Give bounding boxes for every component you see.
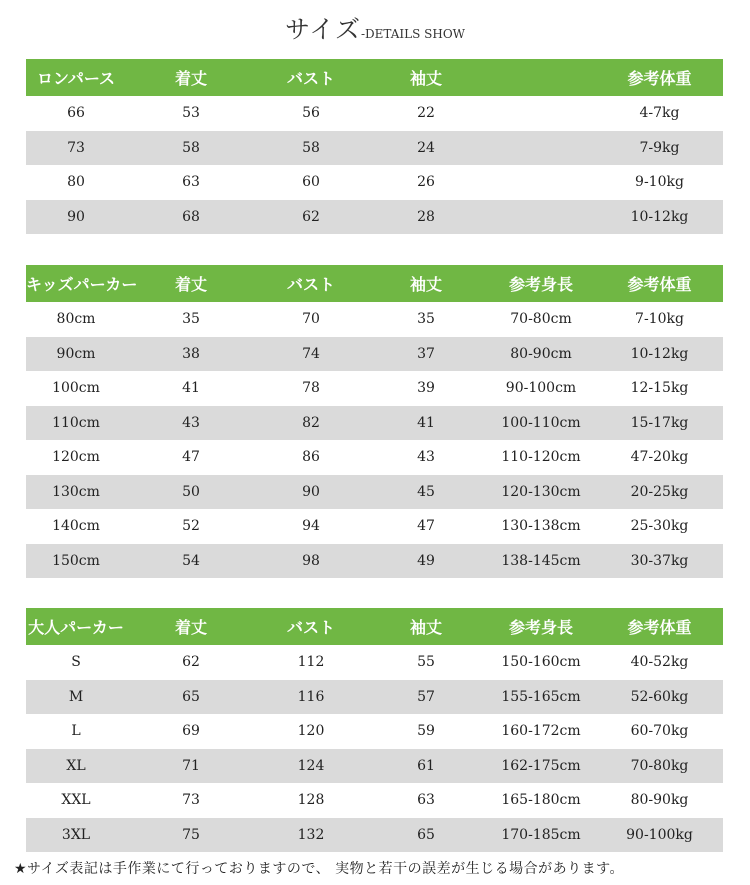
table-cell: 98 (302, 552, 320, 569)
table-cell: 9-10kg (635, 174, 684, 191)
header-cell: 参考身長 (508, 275, 573, 294)
table-row (26, 544, 723, 579)
table-cell: 59 (417, 723, 435, 740)
table-body (26, 645, 723, 852)
table-row (26, 509, 723, 544)
table-cell: 90-100cm (505, 380, 577, 397)
table-cell: 43 (182, 414, 200, 431)
table-row (26, 131, 723, 166)
table-cell: 120 (297, 723, 325, 740)
table-cell: 54 (182, 552, 200, 569)
header-cell: 大人パーカー (28, 618, 124, 637)
header-cell: 袖丈 (409, 618, 442, 637)
table-cell: 73 (182, 792, 200, 809)
header-cell: 着丈 (174, 69, 207, 88)
size-label-cell: 110cm (52, 414, 100, 431)
table-cell: 75 (182, 826, 200, 843)
table-cell: 40-52kg (630, 654, 689, 671)
table-cell: 94 (302, 518, 320, 535)
table-cell: 120-130cm (501, 483, 581, 500)
header-cell: 参考身長 (508, 618, 573, 637)
page-title (0, 10, 750, 46)
table-cell: 162-175cm (501, 757, 581, 774)
table-row (26, 406, 723, 441)
size-label-cell: XXL (61, 792, 91, 809)
size-label-cell: XL (66, 757, 86, 774)
size-note: ★サイズ表記は手作業にて行っておりますので、 実物と若干の誤差が生じる場合があります。 (14, 861, 624, 877)
table-header (26, 59, 723, 96)
table-cell: 26 (417, 174, 435, 191)
table-cell: 65 (417, 826, 435, 843)
table-cell: 52-60kg (630, 688, 689, 705)
header-cell: ロンパース (36, 69, 116, 88)
table-cell: 70-80cm (510, 311, 572, 328)
table-cell: 58 (302, 139, 320, 156)
table-cell: 24 (417, 139, 435, 156)
table-cell: 4-7kg (639, 105, 680, 122)
table-cell: 55 (417, 654, 435, 671)
table-cell: 52 (182, 518, 200, 535)
table-cell: 35 (182, 311, 200, 328)
table-cell: 15-17kg (630, 414, 689, 431)
header-cell: バスト (286, 618, 335, 637)
table-cell: 49 (417, 552, 435, 569)
table-header (26, 608, 723, 645)
header-cell: バスト (286, 275, 335, 294)
table-cell: 58 (182, 139, 200, 156)
table-cell: 116 (297, 688, 325, 705)
size-label-cell: 120cm (52, 449, 100, 466)
table-cell: 128 (297, 792, 325, 809)
header-cell: 袖丈 (409, 275, 442, 294)
size-label-cell: 130cm (52, 483, 100, 500)
table-cell: 35 (417, 311, 435, 328)
table-cell: 138-145cm (501, 552, 581, 569)
table-cell: 70 (302, 311, 320, 328)
size-label-cell: 150cm (52, 552, 100, 569)
table-cell: 37 (417, 345, 435, 362)
size-label-cell: S (71, 654, 81, 671)
table-row (26, 680, 723, 715)
table-cell: 43 (417, 449, 435, 466)
size-label-cell: 66 (67, 105, 85, 122)
table-cell: 170-185cm (501, 826, 581, 843)
size-label-cell: 90cm (56, 345, 96, 362)
table-cell: 100-110cm (501, 414, 581, 431)
table-cell: 150-160cm (501, 654, 581, 671)
table-cell: 71 (182, 757, 200, 774)
table-row (26, 714, 723, 749)
table-cell: 62 (302, 208, 320, 225)
table-cell: 60 (302, 174, 320, 191)
header-cell: 参考体重 (627, 69, 692, 88)
table-cell: 63 (182, 174, 200, 191)
size-label-cell: M (68, 688, 84, 705)
table-cell: 22 (417, 105, 435, 122)
table-cell: 7-9kg (639, 139, 680, 156)
table-cell: 90-100kg (626, 826, 693, 843)
size-label-cell: 80cm (56, 311, 96, 328)
table-body (26, 96, 723, 234)
table-cell: 50 (182, 483, 200, 500)
table-cell: 62 (182, 654, 200, 671)
table-cell: 12-15kg (630, 380, 689, 397)
table-row (26, 749, 723, 784)
table-cell: 41 (182, 380, 200, 397)
table-cell: 63 (417, 792, 435, 809)
table-cell: 60-70kg (630, 723, 689, 740)
size-label-cell: L (71, 723, 81, 740)
table-cell: 110-120cm (501, 449, 581, 466)
table-row (26, 165, 723, 200)
table-cell: 45 (417, 483, 435, 500)
header-cell: バスト (286, 69, 335, 88)
table-cell: 68 (182, 208, 200, 225)
table-cell: 47 (417, 518, 435, 535)
table-cell: 61 (417, 757, 435, 774)
table-cell: 7-10kg (635, 311, 684, 328)
table-row (26, 200, 723, 235)
size-label-cell: 140cm (52, 518, 100, 535)
table-row (26, 302, 723, 337)
table-cell: 39 (417, 380, 435, 397)
table-cell: 69 (182, 723, 200, 740)
header-cell: 着丈 (174, 618, 207, 637)
table-body (26, 302, 723, 578)
table-cell: 74 (302, 345, 320, 362)
table-row (26, 645, 723, 680)
table-cell: 25-30kg (630, 518, 689, 535)
table-cell: 132 (297, 826, 325, 843)
table-cell: 41 (417, 414, 435, 431)
header-cell: キッズパーカー (26, 275, 138, 294)
table-row (26, 475, 723, 510)
table-cell: 130-138cm (501, 518, 581, 535)
table-cell: 82 (302, 414, 320, 431)
table-row (26, 783, 723, 818)
table-cell: 57 (417, 688, 435, 705)
romper-size-table (26, 59, 723, 234)
table-cell: 30-37kg (630, 552, 689, 569)
kids-hoodie-size-table (26, 265, 723, 578)
header-cell: 袖丈 (409, 69, 442, 88)
table-cell: 155-165cm (501, 688, 581, 705)
table-row (26, 371, 723, 406)
table-cell: 70-80kg (630, 757, 689, 774)
table-cell: 165-180cm (501, 792, 581, 809)
header-cell: 参考体重 (627, 275, 692, 294)
size-label-cell: 3XL (61, 826, 91, 843)
table-row (26, 337, 723, 372)
title-jp: サイズ (284, 15, 361, 44)
table-cell: 112 (297, 654, 325, 671)
table-cell: 80-90kg (630, 792, 689, 809)
table-cell: 47-20kg (630, 449, 689, 466)
table-cell: 80-90cm (510, 345, 572, 362)
table-cell: 124 (297, 757, 325, 774)
table-row (26, 818, 723, 853)
table-cell: 28 (417, 208, 435, 225)
size-label-cell: 73 (67, 139, 85, 156)
table-cell: 90 (302, 483, 320, 500)
table-cell: 160-172cm (501, 723, 581, 740)
title-en: -DETAILS SHOW (360, 27, 466, 41)
table-row (26, 440, 723, 475)
table-cell: 78 (302, 380, 320, 397)
table-cell: 86 (302, 449, 320, 466)
table-header (26, 265, 723, 302)
table-cell: 10-12kg (630, 208, 689, 225)
size-label-cell: 100cm (52, 380, 100, 397)
size-label-cell: 90 (67, 208, 85, 225)
size-label-cell: 80 (67, 174, 85, 191)
table-cell: 47 (182, 449, 200, 466)
table-cell: 10-12kg (630, 345, 689, 362)
table-cell: 38 (182, 345, 200, 362)
table-row (26, 96, 723, 131)
table-cell: 65 (182, 688, 200, 705)
table-cell: 56 (302, 105, 320, 122)
header-cell: 着丈 (174, 275, 207, 294)
header-cell: 参考体重 (627, 618, 692, 637)
table-cell: 53 (182, 105, 200, 122)
table-cell: 20-25kg (630, 483, 689, 500)
adult-hoodie-size-table (26, 608, 723, 852)
